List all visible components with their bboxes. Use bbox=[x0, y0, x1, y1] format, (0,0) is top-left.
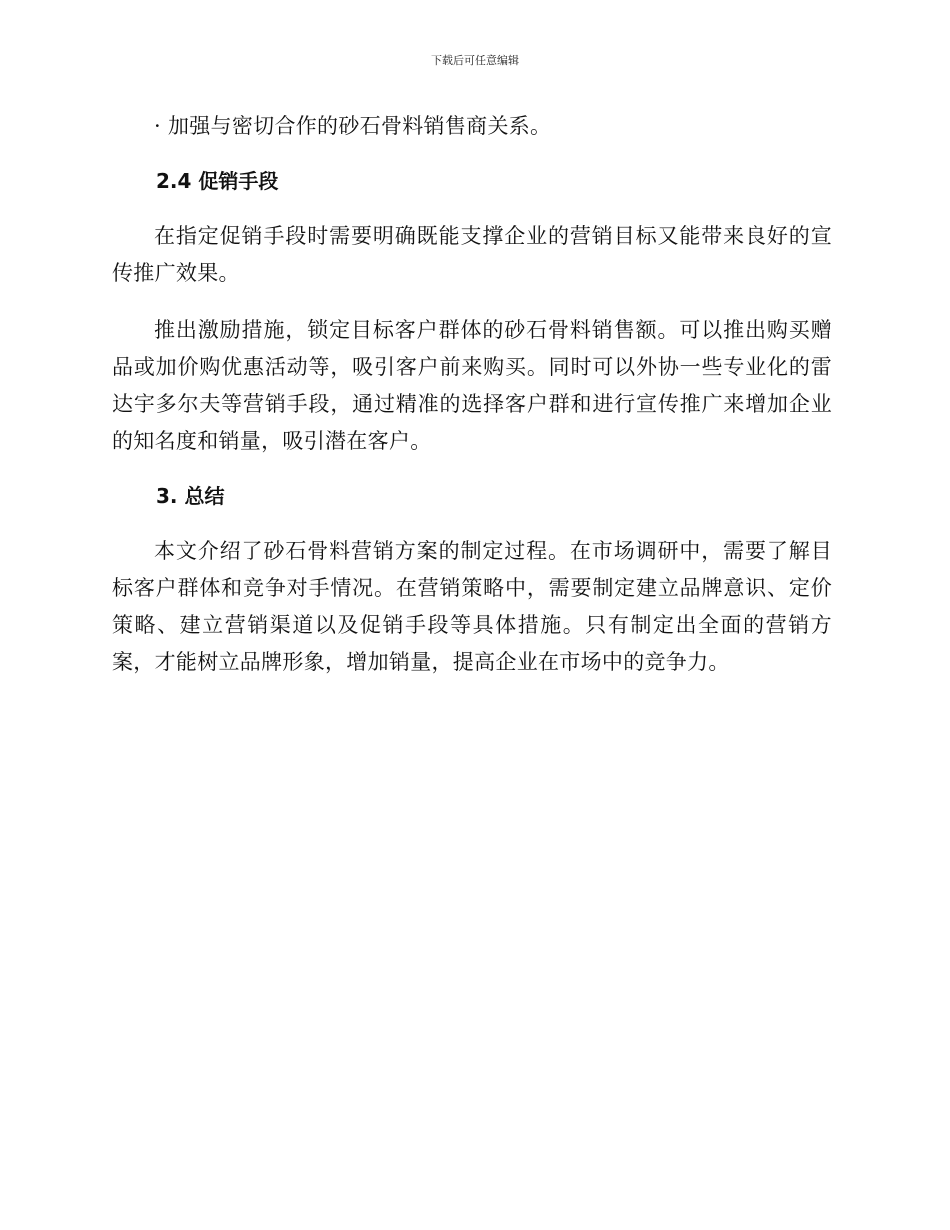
spacer bbox=[112, 145, 832, 163]
document-body bbox=[112, 108, 832, 681]
spacer bbox=[112, 292, 832, 312]
spacer bbox=[112, 460, 832, 478]
section-heading-2-4: 2.4 促销手段 bbox=[156, 169, 279, 193]
spacer bbox=[112, 515, 832, 533]
page-header: 下载后可任意编辑 bbox=[431, 54, 519, 67]
paragraph: 推出激励措施，锁定目标客户群体的砂石骨料销售额。可以推出购买赠品或加价购优惠活动等，吸引客户前来购买。同时可以外协一些专业化的雷达宇多尔夫等营销手段，通过精准的选择客户群和进行宣传推广来增加企业的知名度和销量，吸引潜在客户。 bbox=[112, 318, 832, 453]
spacer bbox=[112, 200, 832, 218]
bullet-item: · 加强与密切合作的砂石骨料销售商关系。 bbox=[154, 114, 552, 138]
paragraph: 在指定促销手段时需要明确既能支撑企业的营销目标又能带来良好的宣传推广效果。 bbox=[112, 224, 832, 285]
section-heading-3: 3. 总结 bbox=[156, 484, 225, 508]
paragraph: 本文介绍了砂石骨料营销方案的制定过程。在市场调研中，需要了解目标客户群体和竞争对手情况。在营销策略中，需要制定建立品牌意识、定价策略、建立营销渠道以及促销手段等具体措施。只有制定出全面的营销方案，才能树立品牌形象，增加销量，提高企业在市场中的竞争力。 bbox=[112, 539, 832, 674]
